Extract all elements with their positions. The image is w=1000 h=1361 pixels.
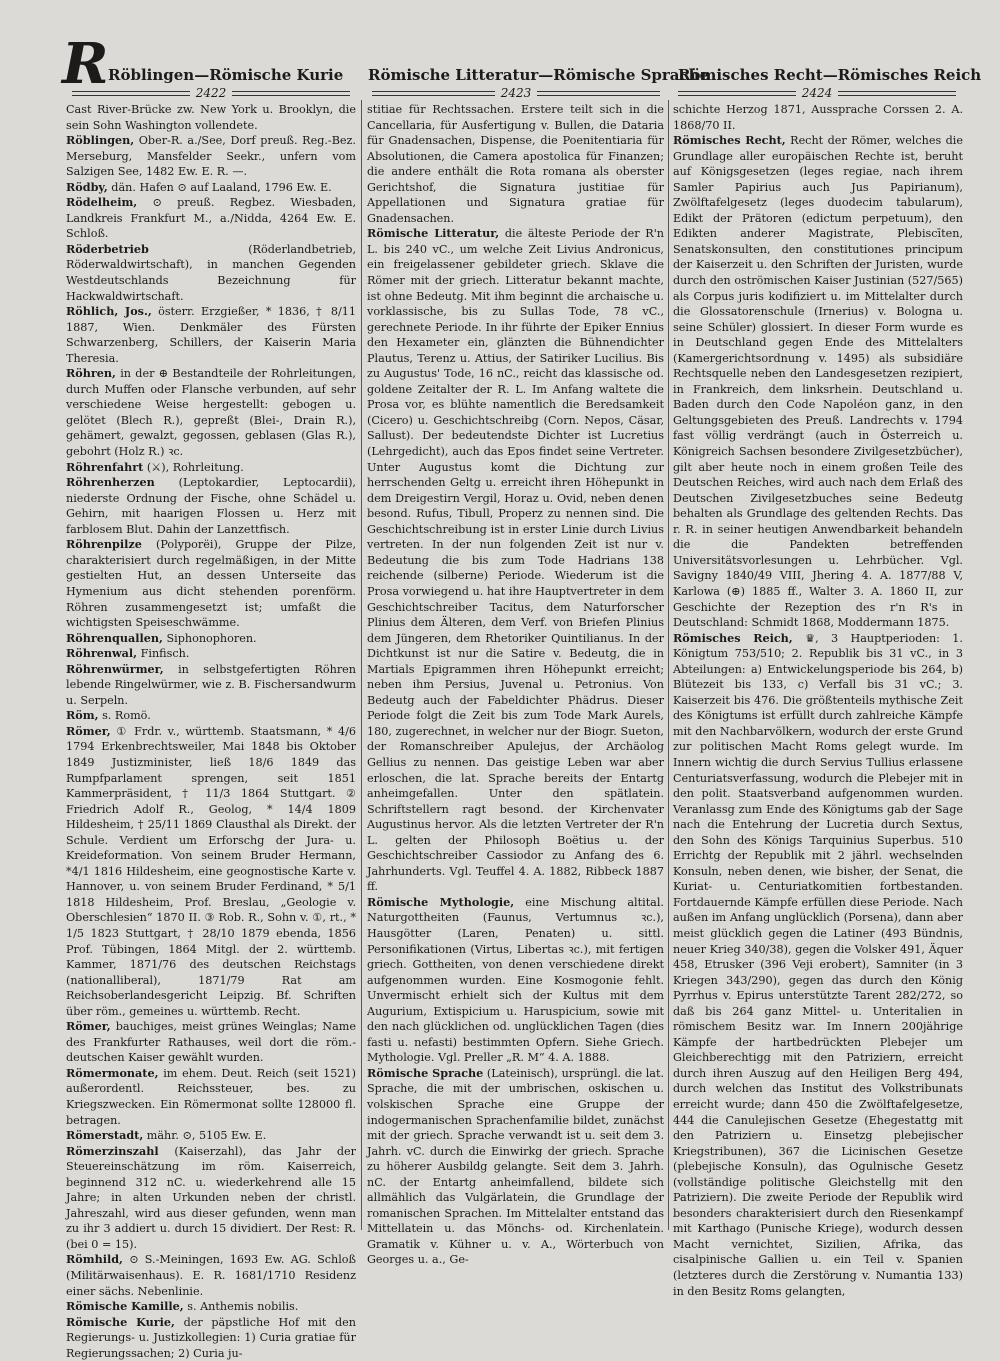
entry-text: Finfisch. [140, 647, 190, 661]
entry-headword: Römische Sprache [367, 1065, 484, 1080]
dictionary-entry [66, 195, 356, 242]
entry-headword: Römer, [66, 723, 111, 738]
entry-text: mähr. ⊙, 5105 Ew. E. [146, 1129, 267, 1143]
text-column-middle [367, 102, 665, 1267]
entry-text: im ehem. Deut. Reich (seit 1521) außerordentl. Reichssteuer, bes. zu Kriegszwecken. Ein Römermonat sollte 128000 fl. betragen. [66, 1066, 357, 1127]
entry-text: ① Frdr. v., württemb. Staatsmann, * 4/6 1794 Erkenbrechtsweiler, Mai 1848 bis Oktober 1849 Justizminister, ließ 18/6 1849 das Rumpfparlament sprengen, seit 1851 Kammerpräsident, † 11/3 1864 Stuttgart. ② Friedrich Adolf R., Geolog, * 14/4 1809 Hildesheim, † 25/11 1869 Clausthal als Direkt. der Schule. Verdient um Erforschg der Jura- u. Kreideformation. Von seinem Bruder Hermann, *4/1 1816 Hildesheim, eine geognostische Karte v. Hannover, u. von seinem Bruder Ferdinand, * 5/1 1818 Hildesheim, Prof. Breslau, „Geologie v. Oberschlesien“ 1870 II. ③ Rob. R., Sohn v. ①, rt., * 1/5 1823 Stuttgart, † 28/10 1879 ebenda, 1856 Prof. Tübingen, 1864 Mitgl. der 2. württemb. Kammer, 1871/76 des deutschen Reichstags (nationalliberal), 1871/79 Rat am Reichsoberlandesgericht Leipzig. Bf. Schriften über röm., gemeines u. württemb. Recht. [66, 724, 356, 1018]
entry-headword: Römische Mythologie, [367, 894, 515, 909]
entry-text: bauchiges, meist grünes Weinglas; Name des Frankfurter Rathauses, weil dort die röm.-deutschen Kaiser gewählt wurden. [66, 1020, 356, 1065]
dictionary-entry [66, 460, 356, 476]
dictionary-entry [66, 102, 356, 133]
entry-headword: Rödby, [66, 179, 108, 194]
entry-text: eine Mischung altital. Naturgottheiten (Faunus, Vertumnus ꝛc.), Hausgötter (Laren, Penaten) u. sittl. Personifikationen (Virtus, Libertas ꝛc.), mit fertigen griech. Gottheiten, von denen verschiedene direkt aufgenommen wurden. Eine Kosmogonie fehlt. Unvermischt erhielt sich der Kultus mit dem Augurium, Extispicium u. Haruspicium, sowie mit den nach glücklichen od. unglücklichen Tagen (dies fasti u. nefasti) bestimmten Opfern. Siehe Griech. Mythologie. Vgl. Preller „R. M“ 4. A. 1888. [367, 895, 664, 1065]
dictionary-entry [367, 226, 664, 895]
left-running-head: Röblingen—Römische Kurie [108, 66, 344, 84]
page-number-left [66, 86, 356, 100]
entry-headword: Römer, [66, 1019, 111, 1034]
dictionary-entry [367, 895, 664, 1066]
entry-text: (Kaiserzahl), das Jahr der Steuereinschätzung im röm. Kaiserreich, beginnend 312 nC. u. wiederkehrend alle 15 Jahre; in alten Urkunden neben der christl. Jahreszahl, wird aus dieser gefunden, wenn man zu ihr 3 addiert u. durch 15 dividiert. Der Rest: R. (bei 0 = 15). [66, 1144, 356, 1251]
dictionary-entry [66, 708, 356, 724]
dictionary-entry [66, 366, 356, 459]
entry-text: s. Romö. [102, 709, 151, 723]
dictionary-entry [66, 631, 356, 647]
entry-text: ⊙ preuß. Regbez. Wiesbaden, Landkreis Frankfurt M., a./Nidda, 4264 Ew. E. Schloß. [66, 196, 357, 241]
entry-text: österr. Erzgießer, * 1836, † 8/11 1887, Wien. Denkmäler des Fürsten Schwarzenberg, Schillers, der Kaiserin Maria Theresia. [66, 305, 356, 365]
entry-headword: Römisches Reich, [673, 630, 793, 645]
entry-text: Siphonophoren. [166, 631, 257, 645]
dictionary-entry [66, 1315, 356, 1361]
dictionary-entry [66, 1252, 356, 1299]
entry-headword: Röhrenpilze [66, 537, 142, 552]
dictionary-entry [66, 724, 356, 1019]
entry-headword: Römerstadt, [66, 1128, 144, 1143]
entry-text: schichte Herzog 1871, Aussprache Corssen 2. A. 1868/70 II. [673, 103, 963, 132]
entry-headword: Rödelheim, [66, 195, 138, 210]
dictionary-entry [66, 1066, 356, 1128]
dictionary-entry [66, 242, 356, 304]
entry-headword: Römerzinszahl [66, 1143, 159, 1158]
entry-headword: Römisches Recht, [673, 133, 786, 148]
entry-text: Recht der Römer, welches die Grundlage aller europäischen Rechte ist, beruht auf Königsgesetzen (leges regiae, nach ihrem Samler Papirius auch Jus Papirianum), Zwölftafelgesetz (leges duodecim tabularum), Edikt der Prätoren (edictum perpetuum), den Edikten anderer Magistrate, Plebiscīten, Senatskonsulten, den constitutiones principum der Kaiserzeit u. den Schriften der Juristen, wurde durch den oströmischen Kaiser Justinian (527/565) als Corpus juris kodifiziert u. im Mittelalter durch die Glossatorenschule (Irnerius) v. Bologna u. seine Schüler) glossiert. In dieser Form wurde es in Deutschland gegen Ende des Mittelalters (Kamergerichtsordnung v. 1495) als subsidiäre Rechtsquelle neben den Landesgesetzen rezipiert, in Frankreich, dem linksrhein. Deutschland u. Baden durch den Code Napoléon ganz, in den Geltungsgebieten des Preuß. Landrechts v. 1794 fast völlig verdrängt (auch in Österreich u. Königreich Sachsen besondere Zivilgesetzbücher), gilt aber heute noch in einem großen Teile des Deutschen Reiches, wird auch nach dem Erlaß des Deutschen Zivilgesetzbuches seine Bedeutg behalten als Grundlage des geltenden Rechts. Das r. R. in seiner heutigen Anwendbarkeit behandeln die die Pandekten betreffenden Universitätsvorlesungen u. Lehrbücher. Vgl. Savigny 1840/49 VIII, Jhering 4. A. 1877/88 V, Karlowa (⊕) 1885 ff., Walter 3. A. 1860 II, zur Geschichte der Rezeption des r'n R's in Deutschland: Schmidt 1868, Moddermann 1875. [673, 134, 964, 630]
entry-text: dän. Hafen ⊙ auf Laaland, 1796 Ew. E. [111, 180, 332, 194]
page-number-right [672, 86, 962, 100]
entry-headword: Röblingen, [66, 133, 135, 148]
entry-text: Ober-R. a./See, Dorf preuß. Reg.-Bez. Merseburg, Mansfelder Seekr., unfern vom Salzigen See, 1482 Ew. E. R. —. [66, 134, 356, 179]
entry-headword: Röhrenwürmer, [66, 661, 164, 676]
entry-text: s. Anthemis nobilis. [187, 1300, 299, 1314]
dictionary-entry [673, 102, 963, 133]
dictionary-entry [66, 1019, 356, 1066]
entry-headword: Röhrenwal, [66, 646, 138, 661]
entry-headword: Röhren, [66, 366, 116, 381]
entry-headword: Röderbetrieb [66, 241, 149, 256]
dictionary-entry [66, 646, 356, 662]
entry-headword: Römische Litteratur, [367, 226, 500, 241]
dictionary-entry [66, 537, 356, 630]
entry-headword: Römhild, [66, 1252, 123, 1267]
entry-headword: Röhrenquallen, [66, 630, 163, 645]
entry-text: ♛, 3 Hauptperioden: 1. Königtum 753/510; 2. Republik bis 31 vC., in 3 Abteilungen: a) Entwickelungsperiode bis 264, b) Blütezeit bis 133, c) Verfall bis 31 vC.; 3. Kaiserzeit bis 476. Die größtenteils mythische Zeit des Königtums ist erfüllt durch zahlreiche Kämpfe mit den Nachbarvölkern, wodurch der erste Grund zur politischen Macht Roms gelegt wurde. Im Innern wichtig die durch Servius Tullius erlassene Centuriatsverfassung, wodurch die Plebejer mit in den polit. Staatsverband aufgenommen wurden. Veranlassg zum Ende des Königtums gab der Sage nach die Entehrung der Lucretia durch Sextus, den Sohn des Königs Tarquinius Superbus. 510 Errichtg der Republik mit 2 jährl. wechselnden Konsuln, neben denen, wie bisher, der Senat, die Kuriat- u. Centuriatkomitien fortbestanden. Fortdauernde Kämpfe erfüllen diese Periode. Nach außen im Anfang unglücklich (Porsena), dann aber meist glücklich gegen die Latiner (493 Bündnis, neuer Krieg 340/38), gegen die Volsker 491, Äquer 458, Etrusker (396 Veji erobert), Samniter (in 3 Kriegen 343/290), gegen das durch den König Pyrrhus v. Epirus unterstützte Tarent 282/272, so daß bis 264 ganz Mittel- u. Unteritalien in römischem Besitz war. Im Innern 200jährige Kämpfe der hartbedrückten Plebejer um Gleichberechtigg mit den Patriziern, erreicht durch ihren Auszug auf den Heiligen Berg 494, durch welchen das Institut des Volkstribunats erreicht wurde; dann 450 die Zwölftafelgesetze, 444 die Canulejischen Gesetze (Ehegestattg mit den Patriziern u. Einsetzg plebejischer Kriegstribunen), 367 die Licinischen Gesetze (plebejische Konsuln), das Ogulnische Gesetz (vollständige politische Gleichstellg mit den Patriziern). Die zweite Periode der Republik wird besonders charakterisiert durch den Riesenkampf mit Karthago (Punische Kriege), wodurch dessen Macht vernichtet, Sizilien, Afrika, das cisalpinische Gallien u. ein Teil v. Spanien (letzteres durch die Zerstörung v. Numantia 133) in den Besitz Roms gelangten, [673, 631, 963, 1298]
dictionary-entry [66, 133, 356, 180]
entry-text: (Röderlandbetrieb, Röderwaldwirtschaft), in manchen Gegenden Westdeutschlands Bezeichnung für Hackwaldwirtschaft. [66, 242, 356, 303]
section-letter: R [62, 31, 109, 97]
dictionary-entry [66, 180, 356, 196]
column-rule-2 [668, 100, 669, 1230]
dictionary-entry [367, 1066, 664, 1268]
entry-headword: Röhrenherzen [66, 475, 155, 490]
entry-text: die älteste Periode der R'n L. bis 240 vC., um welche Zeit Livius Andronicus, ein freigelassener gebildeter griech. Sklave die Römer mit der griech. Litteratur bekannt machte, ist ohne Bedeutg. Mit ihm beginnt die archaische u. vorklassische, bis zu Sullas Tode, 78 vC., gerechnete Periode. In ihr führte der Epiker Ennius den Hexameter ein, glänzten die Bühnendichter Plautus, Terenz u. Attius, der Satiriker Lucilius. Bis zu Augustus' Tode, 16 nC., reicht das klassische od. goldene Zeitalter der R. L. Im Anfang waltete die Prosa vor, es blühte namentlich die Beredsamkeit (Cicero) u. Geschichtschreibg (Corn. Nepos, Cäsar, Sallust). Der bedeutendste Dichter ist Lucretius (Lehrgedicht), auch das Epos findet seine Vertreter. Unter Augustus komt die Dichtung zur herrschenden Geltg u. erreicht ihren Höhepunkt in dem Dreigestirn Vergil, Horaz u. Ovid, neben denen besond. Rufus, Tibull, Properz zu nennen sind. Die Geschichtschreibung ist in erster Linie durch Livius vertreten. In der nun folgenden Zeit ist nur v. Bedeutung die bis zum Tode Hadrians 138 reichende (silberne) Periode. Wiederum ist die Prosa vorwiegend u. hat ihre Hauptvertreter in dem Geschichtschreiber Tacitus, dem Naturforscher Plinius dem Älteren, dem Verf. von Briefen Plinius dem Jüngeren, dem Rhetoriker Quintilianus. In der Dichtkunst ist nur die Satire v. Bedeutg, die in Martials Epigrammen ihren Höhepunkt erreicht; neben ihm Persius, Juvenal u. Petronius. Von Bedeutg auch der Fabeldichter Phädrus. Dieser Periode folgt die Zeit bis zum Tode Mark Aurels, 180, zugerechnet, in welcher nur der Biogr. Sueton, der Romanschreiber Apulejus, der Archäolog Gellius zu nennen. Das geistige Leben war aber erloschen, die lat. Sprache bereits der Entartg anheimgefallen. Unter den spätlatein. Schriftstellern ragt besond. der Kirchenvater Augustinus hervor. Als die letzten Vertreter der R'n L. gelten der Philosoph Boëtius u. der Geschichtschreiber Cassiodor zu Anfang des 6. Jahrhunderts. Vgl. Teuffel 4. A. 1882, Ribbeck 1887 ff. [367, 227, 665, 894]
page-number-middle-value: 2423 [500, 86, 532, 100]
entry-headword: Röm, [66, 708, 99, 723]
dictionary-entry [66, 304, 356, 366]
entry-text: stitiae für Rechtssachen. Erstere teilt sich in die Cancellaria, für Ausfertigung v. Bullen, die Dataria für Gnadensachen, Dispense, die Poenitentiaria für Absolutionen, die Camera apostolica für Finanzen; die andere enthält die Rota romana als oberster Gerichtshof, die Signatura justitiae für Appellationen und Signatura gratiae für Gnadensachen. [367, 103, 664, 225]
text-column-right [673, 102, 964, 1298]
dictionary-entry [673, 631, 963, 1300]
entry-text: Cast River-Brücke zw. New York u. Brooklyn, die sein Sohn Washington vollendete. [66, 103, 356, 132]
entry-text: ⊙ S.-Meiningen, 1693 Ew. AG. Schloß (Militärwaisenhaus). E. R. 1681/1710 Residenz einer sächs. Nebenlinie. [66, 1253, 356, 1298]
dictionary-entry [66, 1299, 356, 1315]
entry-headword: Römermonate, [66, 1065, 159, 1080]
column-rule-1 [361, 100, 362, 1230]
entry-text: (⚔), Rohrleitung. [146, 460, 244, 474]
dictionary-entry [66, 1128, 356, 1144]
dictionary-entry [673, 133, 963, 631]
page-number-right-value: 2424 [801, 86, 833, 100]
entry-text: in selbstgefertigten Röhren lebende Ringelwürmer, wie z. B. Fischersandwurm u. Serpeln. [66, 662, 356, 707]
entry-text: (Lateinisch), ursprüngl. die lat. Sprache, die mit der umbrischen, oskischen u. volskischen Sprache eine Gruppe der indogermanischen Sprachenfamilie bildet, zunächst mit der griech. Sprache verwandt ist u. seit dem 3. Jahrh. vC. durch die Einwirkg der griech. Sprache zu höherer Ausbildg gelangte. Seit dem 3. Jahrh. nC. der Entartg anheimfallend, bildete sich allmählich das Vulgärlatein, die Grundlage der romanischen Sprachen. Im Mittelalter entstand das Mittellatein u. das Mönchs- od. Kirchenlatein. Gramatik v. Kühner u. v. A., Wörterbuch von Georges u. a., Ge- [367, 1066, 664, 1267]
text-column-left [66, 102, 357, 1360]
entry-headword: Röhlich, Jos., [66, 304, 152, 319]
entry-text: (Leptokardier, Leptocardii), niederste Ordnung der Fische, ohne Schädel u. Gehirn, mit haarigen Flossen u. Herz mit farblosem Blut. Dahin der Lanzettfisch. [66, 476, 356, 536]
page-number-left-value: 2422 [195, 86, 227, 100]
dictionary-entry [66, 1144, 356, 1253]
entry-text: in der ⊕ Bestandteile der Rohrleitungen, durch Muffen oder Flansche verbunden, auf sehr verschiedene Weise hergestellt: gebogen u. gelötet (Blech R.), gepreßt (Blei-, Drain R.), gehämert, gewalzt, gegossen, geblasen (Glas R.), gebohrt (Holz R.) ꝛc. [66, 367, 356, 459]
entry-headword: Röhrenfahrt [66, 459, 144, 474]
entry-text: (Polyporëi), Gruppe der Pilze, charakterisiert durch regelmäßigen, in der Mitte gestielten Hut, an dessen Unterseite das Hymenium aus dicht stehenden porenförm. Röhren zusammengesetzt ist; umfaßt die wichtigsten Speiseschwämme. [66, 538, 356, 630]
entry-headword: Römische Kurie, [66, 1314, 175, 1329]
dictionary-entry [66, 662, 356, 709]
right-running-head: Römisches Recht—Römisches Reich [678, 66, 982, 84]
dictionary-entry [66, 475, 356, 537]
dictionary-entry [367, 102, 664, 226]
entry-text: der päpstliche Hof mit den Regierungs- u. Justizkollegien: 1) Curia gratiae für Regierungssachen; 2) Curia ju- [66, 1315, 357, 1360]
page-number-middle [366, 86, 666, 100]
entry-headword: Römische Kamille, [66, 1299, 184, 1314]
middle-running-head: Römische Litteratur—Römische Sprache [368, 66, 710, 84]
